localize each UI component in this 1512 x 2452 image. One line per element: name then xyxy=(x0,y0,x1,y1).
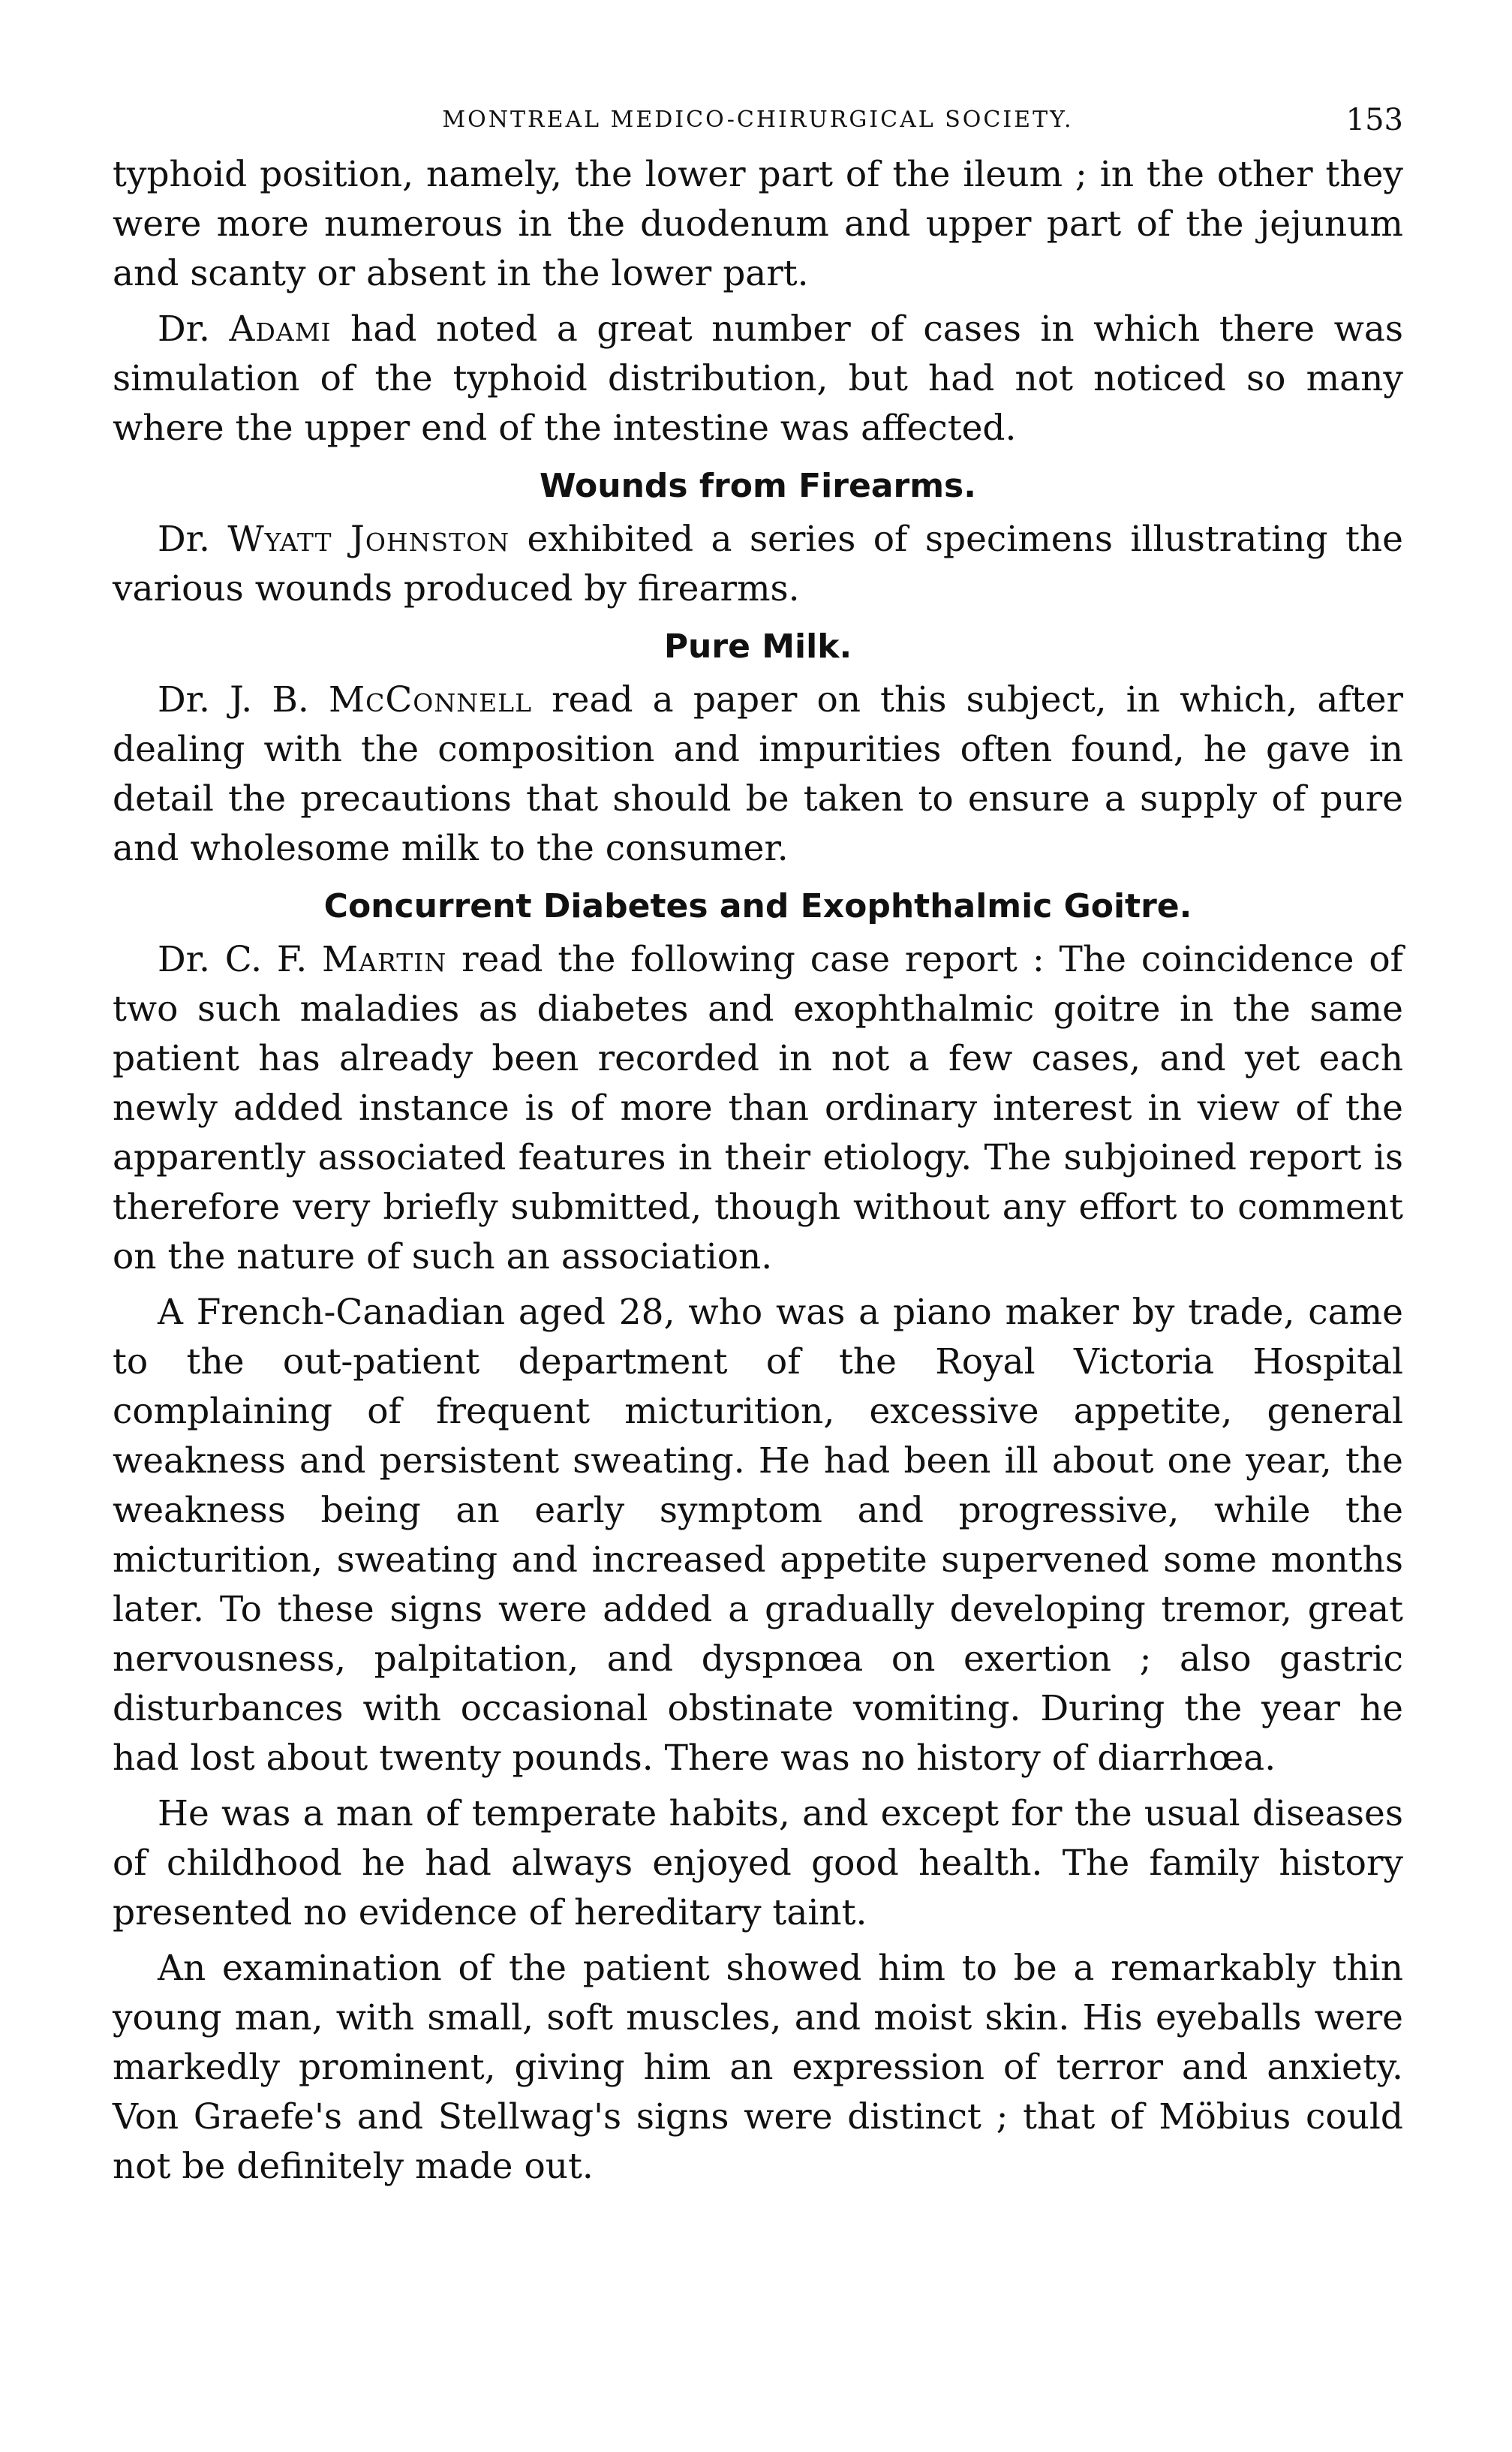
page xyxy=(113,90,1403,2198)
paragraph-text: read the following case report : The coincidence of two such maladies as diabetes and exophthalmic goitre in the same patient has already been recorded in not a few cases, and yet each newly added instance is of more than ordinary interest in view of the apparently associated features in their etiology. The subjoined report is therefore very briefly submitted, though without any effort to comment on the nature of such an association. xyxy=(113,939,1404,1277)
running-title: MONTREAL MEDICO-CHIRURGICAL SOCIETY. xyxy=(442,107,1074,133)
section-heading-firearms: Wounds from Firearms. xyxy=(540,467,976,505)
paragraph-habits: He was a man of temperate habits, and except for the usual diseases of childhood he had always enjoyed good health. The family history presented no evidence of hereditary taint. xyxy=(113,1793,1403,1933)
paragraph-text: had noted a great number of cases in which there was simulation of the typhoid distribution, but had not noticed so many where the upper end of the intestine was affected. xyxy=(113,308,1403,449)
paragraph-typhoid-continued: typhoid position, namely, the lower part of the ileum ; in the other they were more numerous in the duodenum and upper part of the jejunum and scanty or absent in the lower part. xyxy=(113,154,1403,294)
title-prefix: Dr. xyxy=(158,308,210,350)
title-prefix: Dr. J. B. xyxy=(158,679,309,721)
paragraph-case-history: A French-Canadian aged 28, who was a piano maker by trade, came to the out-patient department of the Royal Victoria Hospital complaining of frequent micturition, excessive appetite, general weakness and persistent sweating. He had been ill about one year, the weakness being an early symptom and progressive, while the micturition, sweating and increased appetite supervened some months later. To these signs were added a gradually developing tremor, great nervousness, palpitation, and dyspnœa on exertion ; also gastric disturbances with occasional obstinate vomiting. During the year he had lost about twenty pounds. There was no history of diarrhœa. xyxy=(113,1292,1403,1779)
speaker-name: McConnell xyxy=(328,679,533,721)
paragraph-examination: An examination of the patient showed him to be a remarkably thin young man, with small, soft muscles, and moist skin. His eyeballs were markedly prominent, giving him an expression of terror and anxiety. Von Graefe's and Stellwag's signs were distinct ; that of Möbius could not be definitely made out. xyxy=(113,1948,1403,2187)
paragraph-firearms xyxy=(113,515,1403,614)
paragraph-adami xyxy=(113,305,1403,453)
paragraph-text: exhibited a series of specimens illustrating the various wounds produced by firearms. xyxy=(113,519,1403,609)
speaker-name: Martin xyxy=(322,939,447,980)
section-heading-goitre: Concurrent Diabetes and Exophthalmic Goitre. xyxy=(323,887,1192,925)
title-prefix: Dr. xyxy=(158,519,210,560)
section-heading-milk: Pure Milk. xyxy=(663,627,852,666)
running-header xyxy=(113,90,1403,150)
speaker-name: Wyatt Johnston xyxy=(227,519,510,560)
body-text xyxy=(113,150,1403,2192)
page-number: 153 xyxy=(1345,103,1403,137)
title-prefix: Dr. C. F. xyxy=(158,939,308,980)
paragraph-milk xyxy=(113,675,1403,874)
paragraph-text: read a paper on this subject, in which, after dealing with the composition and impurities often found, he gave in detail the precautions that should be taken to ensure a supply of pure and wholesome milk to the consumer. xyxy=(113,679,1403,869)
speaker-name: Adami xyxy=(229,308,332,350)
paragraph-goitre-intro xyxy=(113,935,1403,1282)
